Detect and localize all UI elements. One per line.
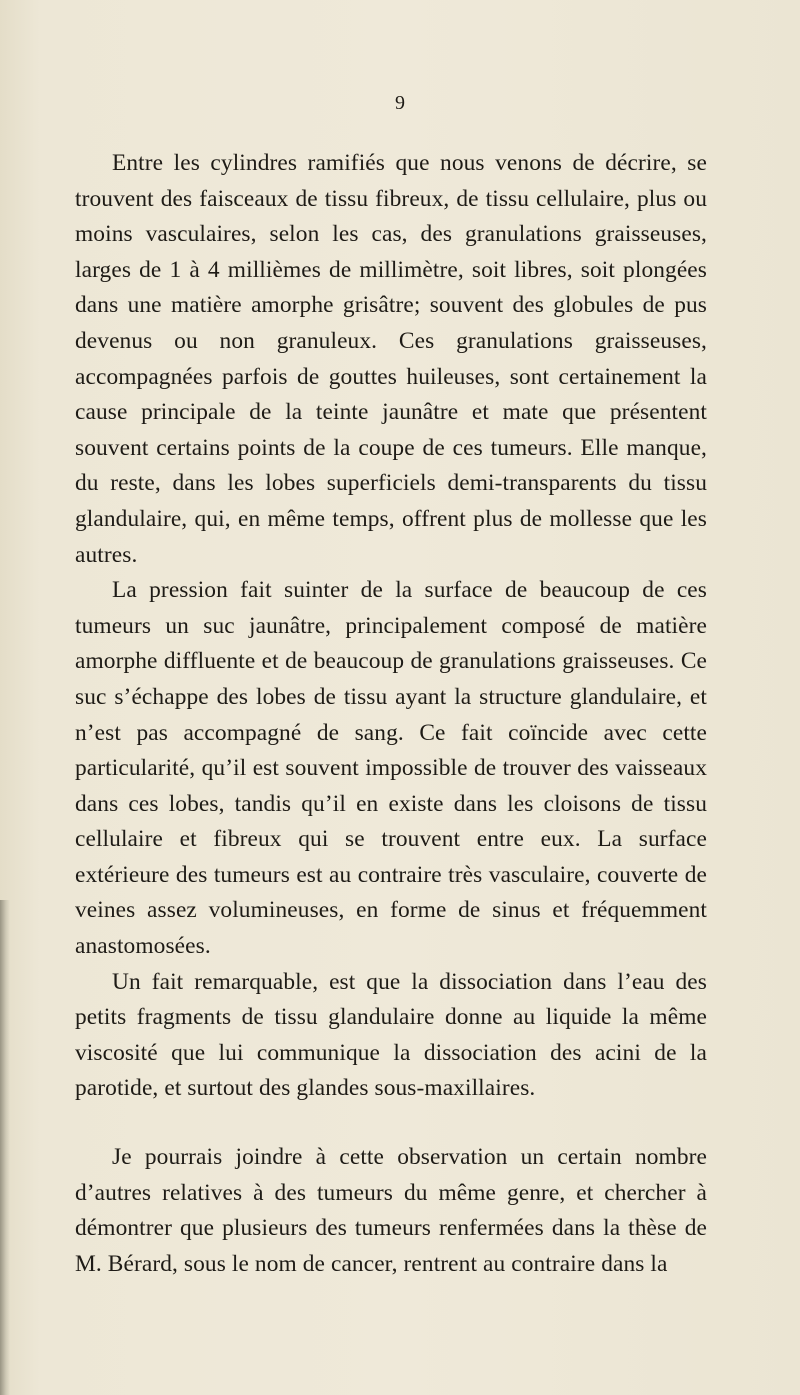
paragraph-4: Je pourrais joindre à cette observation un certain nombre d’autres relatives à des tumeurs du même genre, et chercher à démontrer que plusieurs des tumeurs renfermées dans la thèse de M. Bérard, sous le nom de cancer, rentrent au contraire dans la xyxy=(75,1144,707,1277)
body-text xyxy=(75,146,707,1282)
paragraph-3: Un fait remarquable, est que la dissociation dans l’eau des petits fragments de tissu glandulaire donne au liquide la même viscosité que lui communique la dissociation des acini de la parotide, et surtout des glandes sous-maxillaires. xyxy=(75,968,707,1102)
paragraph-2: La pression fait suinter de la surface de beaucoup de ces tumeurs un suc jaunâtre, principalement composé de matière amorphe diffluente et de beaucoup de granulations graisseuses. Ce suc s’échappe des lobes de tissu ayant la structure glandulaire, et n’est pas accompagné de sang. Ce fait coïncide avec cette particularité, qu’il est souvent impossible de trouver des vaisseaux dans ces lobes, tandis qu’il en existe dans les cloisons de tissu cellulaire et fibreux qui se trouvent entre eux. La surface extérieure des tumeurs est au contraire très vasculaire, couverte de veines assez volumineuses, en forme de sinus et fréquemment anastomosées. xyxy=(75,577,707,960)
page-binding-edge xyxy=(0,900,10,1395)
page-number: 9 xyxy=(395,92,405,114)
paragraph-1: Entre les cylindres ramifiés que nous venons de décrire, se trouvent des faisceaux de tissu fibreux, de tissu cellulaire, plus ou moins vasculaires, selon les cas, des granulations graisseuses, larges de 1 à 4 millièmes de millimètre, soit libres, soit plongées dans une matière amorphe grisâtre; souvent des globules de pus devenus ou non granuleux. Ces granulations graisseuses, accompagnées parfois de gouttes huileuses, sont certainement la cause principale de la teinte jaunâtre et mate que présentent souvent certains points de la coupe de ces tumeurs. Elle manque, du reste, dans les lobes superficiels demi-transparents du tissu glandulaire, qui, en même temps, offrent plus de mollesse que les autres. xyxy=(75,150,707,568)
